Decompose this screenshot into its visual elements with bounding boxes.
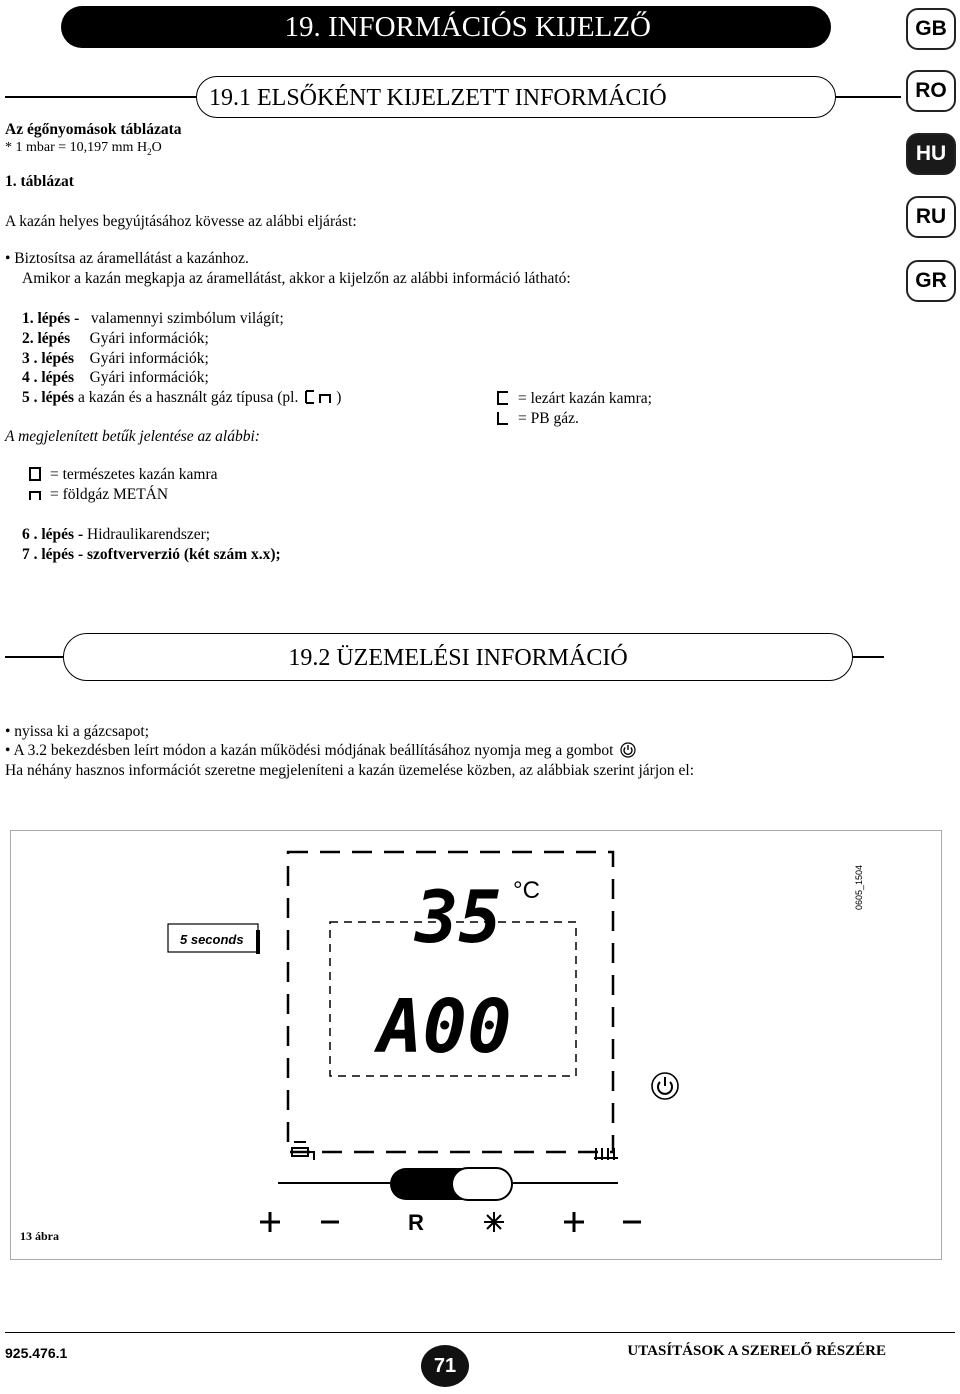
temp-unit: °C [513, 877, 540, 904]
restart-instruction: A kazán helyes begyújtásához kövesse az alábbi eljárást: [5, 213, 357, 230]
lang-tab-gb[interactable]: GB [906, 8, 956, 50]
segment-l-icon [496, 411, 510, 425]
lang-tab-ro[interactable]: RO [906, 70, 956, 112]
operation-note: Ha néhány hasznos információt szeretne megjeleníteni a kazán üzemelése közben, az alábbiak szerint járjon el: [5, 762, 695, 779]
page-title: 19. INFORMÁCIÓS KIJELZŐ [61, 6, 831, 48]
segment-o-icon [28, 467, 42, 481]
step-4: 4 . lépés Gyári információk; [22, 369, 209, 386]
lang-tab-hu[interactable]: HU [906, 133, 956, 175]
legend-c: = lezárt kazán kamra; [496, 389, 652, 409]
bullet-gas: • nyissa ki a gázcsapot; [5, 723, 150, 740]
step-2: 2. lépés Gyári információk; [22, 330, 209, 347]
legend-n: = földgáz METÁN [28, 485, 168, 505]
section2-rule-left [5, 656, 65, 658]
page-number: 71 [421, 1345, 469, 1387]
heating-plus-icon [564, 1212, 584, 1232]
lang-tab-ru[interactable]: RU [906, 196, 956, 238]
doc-number: 925.476.1 [5, 1345, 68, 1361]
header-rule-right [835, 96, 901, 98]
figure-caption: 13 ábra [20, 1229, 59, 1243]
burner-table-title: Az égőnyomások táblázata [5, 121, 182, 138]
footer-section: UTASÍTÁSOK A SZERELŐ RÉSZÉRE [627, 1343, 886, 1359]
info-code-display: A00 [378, 984, 512, 1070]
section2-rule-right [851, 656, 884, 658]
step-6: 6 . lépés - Hidraulikarendszer; [22, 526, 211, 543]
header-rule-left [5, 96, 197, 98]
center-pill-right [452, 1168, 512, 1200]
control-panel-figure [10, 830, 942, 1260]
legend-l: = PB gáz. [496, 409, 579, 429]
bullet-power: • Biztosítsa az áramellátást a kazánhoz. [5, 250, 249, 267]
unit-note: * 1 mbar = 10,197 mm $H_2O$ [5, 140, 162, 157]
callout-text: 5 seconds [180, 932, 244, 947]
reset-icon: R [408, 1210, 424, 1235]
dhw-plus-icon [260, 1212, 280, 1232]
step-5: 5 . lépés a kazán és a használt gáz típusa (pl. ) [22, 389, 342, 406]
panel-power-icon [652, 1073, 678, 1099]
section-title: 19.1 ELSŐKÉNT KIJELZETT INFORMÁCIÓ [196, 76, 836, 118]
section2-title: 19.2 ÜZEMELÉSI INFORMÁCIÓ [63, 633, 853, 681]
temp-display: 35 [415, 875, 502, 959]
step-7: 7 . lépés - szoftververzió (két szám x.x); [22, 546, 281, 563]
step-1: 1. lépés - valamennyi szimbólum világít; [22, 310, 284, 327]
segment-cn-icon [304, 390, 334, 404]
footer-rule [5, 1332, 955, 1333]
snowflake-icon [484, 1212, 504, 1232]
segment-c-icon [496, 391, 510, 405]
step-3: 3 . lépés Gyári információk; [22, 350, 209, 367]
figure-code: 0605_1504 [854, 864, 864, 910]
letters-heading: A megjelenített betűk jelentése az alábbi: [5, 428, 260, 445]
bullet-mode: • A 3.2 bekezdésben leírt módon a kazán működési módjának beállításához nyomja meg a gombot [5, 741, 636, 761]
power-button-icon [620, 742, 636, 758]
segment-n-icon [28, 487, 42, 501]
legend-o: = természetes kazán kamra [28, 465, 218, 485]
table-label: 1. táblázat [5, 173, 74, 190]
radiator-icon [594, 1148, 618, 1160]
power-info: Amikor a kazán megkapja az áramellátást, akkor a kijelzőn az alábbi információ látható: [22, 270, 571, 287]
lang-tab-gr[interactable]: GR [906, 260, 956, 302]
